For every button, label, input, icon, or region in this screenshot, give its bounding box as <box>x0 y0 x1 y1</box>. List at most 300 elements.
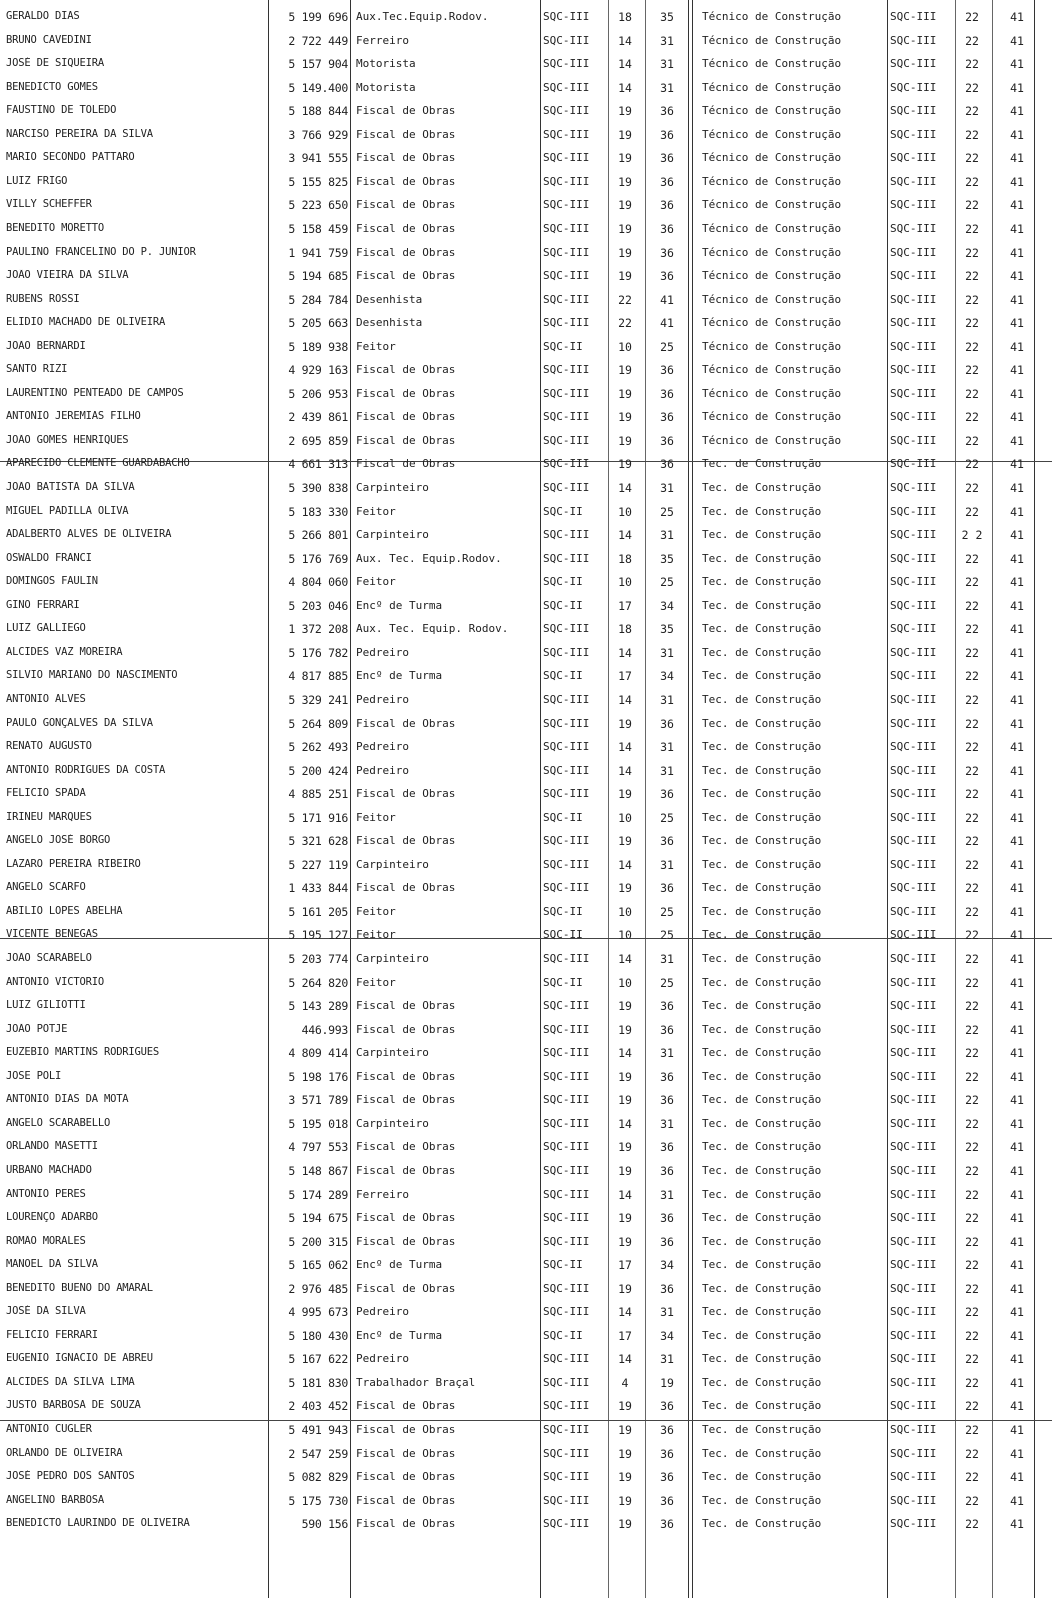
new-grade: 22 <box>965 645 979 660</box>
register-number: 5 199 696 <box>288 10 348 24</box>
employee-name: ANTONIO JEREMIAS FILHO <box>6 410 141 423</box>
employee-name: JOÃO VIEIRA DA SILVA <box>6 269 129 282</box>
current-grade: 19 <box>618 1163 632 1178</box>
new-position: Técnico de Construção <box>702 363 842 377</box>
register-number: 5 206 953 <box>288 386 348 401</box>
current-position: Fiscal de Obras <box>356 999 456 1013</box>
table-row <box>0 901 1052 925</box>
current-grade: 19 <box>618 716 632 731</box>
new-position: Tec. de Construção <box>702 1093 822 1107</box>
employee-name: APARECIDO CLEMENTE GUARDABACHO <box>6 457 190 470</box>
table-row <box>0 689 1052 713</box>
current-position: Fiscal de Obras <box>356 151 456 165</box>
employee-name: ALCIDES DA SILVA LIMA <box>6 1375 135 1388</box>
current-class: SQC-III <box>543 1352 590 1366</box>
new-position: Técnico de Construção <box>702 174 842 188</box>
new-level: 41 <box>1010 1423 1024 1437</box>
register-number: 5 200 424 <box>288 763 348 778</box>
new-class: SQC-III <box>890 174 937 188</box>
new-grade: 22 <box>965 975 979 990</box>
current-grade: 19 <box>618 1093 632 1108</box>
current-class: SQC-III <box>543 1234 590 1248</box>
current-grade: 19 <box>618 269 632 284</box>
current-position: Encº de Turma <box>356 669 443 683</box>
current-class: SQC-III <box>543 57 590 71</box>
new-class: SQC-III <box>890 716 937 730</box>
employee-name: JOSÉ PEDRO DOS SANTOS <box>6 1470 135 1483</box>
employee-name: ANTONIO DIAS DA MOTA <box>6 1093 129 1106</box>
current-position: Pedreiro <box>356 645 409 659</box>
register-number: 4 809 414 <box>288 1046 348 1061</box>
current-level: 35 <box>660 10 674 24</box>
new-class: SQC-III <box>890 151 937 165</box>
register-number: 4 995 673 <box>288 1305 348 1320</box>
new-class: SQC-III <box>890 1446 937 1460</box>
table-row <box>0 1207 1052 1231</box>
new-grade: 22 <box>965 834 979 849</box>
current-position: Fiscal de Obras <box>356 1140 456 1154</box>
current-class: SQC-III <box>543 881 590 895</box>
new-class: SQC-III <box>890 33 937 47</box>
new-level: 41 <box>1010 57 1024 72</box>
employee-name: ALCIDES VAZ MOREIRA <box>6 645 123 658</box>
current-grade: 14 <box>618 645 632 660</box>
new-position: Tec. de Construção <box>702 834 822 848</box>
table-row <box>0 1184 1052 1208</box>
current-grade: 14 <box>618 740 632 755</box>
employee-name: JOSÉ DA SILVA <box>6 1305 86 1318</box>
new-class: SQC-III <box>890 457 937 471</box>
new-class: SQC-III <box>890 363 937 377</box>
current-grade: 14 <box>618 1187 632 1202</box>
current-class: SQC-II <box>543 669 583 683</box>
current-position: Carpinteiro <box>356 1046 429 1060</box>
register-number: 5 262 493 <box>288 740 348 755</box>
new-level: 41 <box>1010 1211 1024 1226</box>
register-number: 4 661 313 <box>288 457 348 472</box>
new-level: 41 <box>1010 810 1024 825</box>
new-level: 41 <box>1010 221 1024 236</box>
new-position: Tec. de Construção <box>702 763 822 777</box>
employee-name: BENEDITO MORETTO <box>6 221 104 234</box>
new-grade: 22 <box>965 1399 979 1414</box>
new-class: SQC-III <box>890 1116 937 1130</box>
register-number: 1 372 208 <box>288 622 348 637</box>
new-class: SQC-III <box>890 928 937 942</box>
current-level: 36 <box>660 1022 674 1037</box>
current-position: Fiscal de Obras <box>356 1234 456 1248</box>
table-row <box>0 807 1052 831</box>
current-class: SQC-III <box>543 457 590 471</box>
new-class: SQC-III <box>890 740 937 754</box>
current-class: SQC-II <box>543 1258 583 1272</box>
current-position: Fiscal de Obras <box>356 881 456 895</box>
current-class: SQC-III <box>543 787 590 801</box>
current-position: Aux. Tec. Equip. Rodov. <box>356 622 509 636</box>
new-position: Técnico de Construção <box>702 410 842 424</box>
current-grade: 19 <box>618 1446 632 1461</box>
new-level: 41 <box>1010 1022 1024 1037</box>
current-class: SQC-III <box>543 952 590 965</box>
current-grade: 19 <box>618 881 632 896</box>
current-level: 36 <box>660 1069 674 1084</box>
table-row <box>0 124 1052 148</box>
current-class: SQC-III <box>543 481 590 494</box>
new-level: 41 <box>1010 1352 1024 1367</box>
new-class: SQC-III <box>890 1375 937 1389</box>
current-class: SQC-III <box>543 999 590 1013</box>
current-position: Fiscal de Obras <box>356 410 456 424</box>
register-number: 5 321 628 <box>288 834 348 849</box>
current-position: Fiscal de Obras <box>356 834 456 848</box>
new-class: SQC-III <box>890 1069 937 1083</box>
employee-name: DOMINGOS FAULIN <box>6 575 98 588</box>
current-class: SQC-III <box>543 174 590 188</box>
new-class: SQC-III <box>890 975 937 989</box>
current-class: SQC-III <box>543 692 590 706</box>
new-class: SQC-III <box>890 1258 937 1272</box>
new-class: SQC-III <box>890 1211 937 1225</box>
new-class: SQC-III <box>890 504 937 518</box>
new-position: Técnico de Construção <box>702 80 842 94</box>
current-class: SQC-III <box>543 1375 590 1389</box>
current-grade: 17 <box>618 1258 632 1273</box>
current-position: Fiscal de Obras <box>356 245 456 259</box>
new-level: 41 <box>1010 174 1024 189</box>
new-position: Técnico de Construção <box>702 57 842 71</box>
current-class: SQC-III <box>543 245 590 259</box>
new-class: SQC-III <box>890 1187 937 1201</box>
register-number: 5 188 844 <box>288 104 348 119</box>
new-grade: 22 <box>965 1093 979 1108</box>
current-class: SQC-III <box>543 1470 590 1484</box>
current-level: 31 <box>660 80 674 95</box>
current-position: Encº de Turma <box>356 1258 443 1272</box>
new-grade: 22 <box>965 151 979 166</box>
table-row <box>0 501 1052 525</box>
employee-name: BENEDITO BUENO DO AMARAL <box>6 1281 153 1294</box>
new-position: Técnico de Construção <box>702 245 842 259</box>
current-class: SQC-III <box>543 127 590 141</box>
current-position: Fiscal de Obras <box>356 127 456 141</box>
new-grade: 22 <box>965 1375 979 1390</box>
new-class: SQC-III <box>890 528 937 542</box>
table-row <box>0 171 1052 195</box>
current-class: SQC-III <box>543 622 590 636</box>
new-position: Técnico de Construção <box>702 33 842 47</box>
employee-name: FAUSTINO DE TOLEDO <box>6 104 117 117</box>
table-row <box>0 1443 1052 1467</box>
current-grade: 10 <box>618 339 632 354</box>
register-number: 5 198 176 <box>288 1069 348 1084</box>
new-grade: 22 <box>965 504 979 519</box>
new-class: SQC-III <box>890 598 937 612</box>
table-row <box>0 383 1052 407</box>
current-class: SQC-III <box>543 716 590 730</box>
new-class: SQC-III <box>890 10 937 23</box>
register-number: 5 266 801 <box>288 528 348 543</box>
employee-name: ABILIO LOPES ABELHA <box>6 904 123 917</box>
new-level: 41 <box>1010 245 1024 260</box>
new-grade: 22 <box>965 481 979 495</box>
new-level: 41 <box>1010 1375 1024 1390</box>
current-grade: 10 <box>618 928 632 943</box>
new-grade: 22 <box>965 221 979 236</box>
new-grade: 22 <box>965 104 979 119</box>
current-level: 25 <box>660 810 674 825</box>
current-level: 36 <box>660 1493 674 1508</box>
current-position: Fiscal de Obras <box>356 1022 456 1036</box>
new-level: 41 <box>1010 1517 1024 1532</box>
new-position: Tec. de Construção <box>702 457 822 471</box>
current-position: Encº de Turma <box>356 598 443 612</box>
new-class: SQC-III <box>890 1352 937 1366</box>
current-grade: 19 <box>618 1493 632 1508</box>
new-level: 41 <box>1010 1140 1024 1155</box>
new-class: SQC-III <box>890 127 937 141</box>
new-grade: 22 <box>965 316 979 331</box>
register-number: 5 158 459 <box>288 221 348 236</box>
current-grade: 14 <box>618 1116 632 1131</box>
current-level: 36 <box>660 245 674 260</box>
new-class: SQC-III <box>890 669 937 683</box>
new-level: 41 <box>1010 433 1024 448</box>
employee-name: MANOEL DA SILVA <box>6 1258 98 1271</box>
register-number: 5 176 769 <box>288 551 348 566</box>
new-position: Tec. de Construção <box>702 1140 822 1154</box>
employee-name: JOÃO SCARABELO <box>6 952 92 964</box>
current-level: 36 <box>660 151 674 166</box>
new-class: SQC-III <box>890 481 937 494</box>
table-row <box>0 783 1052 807</box>
employee-name: EUGENIO IGNACIO DE ABREU <box>6 1352 153 1365</box>
new-position: Tec. de Construção <box>702 1470 822 1484</box>
new-position: Tec. de Construção <box>702 716 822 730</box>
new-level: 41 <box>1010 928 1024 943</box>
employee-name: LUIZ FRIGO <box>6 174 68 187</box>
new-position: Tec. de Construção <box>702 1399 822 1413</box>
current-position: Feitor <box>356 810 396 824</box>
new-position: Tec. de Construção <box>702 481 822 494</box>
table-row <box>0 1113 1052 1137</box>
employee-name: MARIO SECONDO PATTARO <box>6 151 135 164</box>
employee-name: ELIDIO MACHADO DE OLIVEIRA <box>6 316 166 329</box>
current-class: SQC-III <box>543 1140 590 1154</box>
current-position: Motorista <box>356 57 416 71</box>
new-class: SQC-III <box>890 810 937 824</box>
current-level: 36 <box>660 1234 674 1249</box>
table-row <box>0 548 1052 572</box>
current-position: Desenhista <box>356 316 423 330</box>
employee-name: IRINEU MARQUES <box>6 810 92 823</box>
table-row <box>0 1325 1052 1349</box>
new-grade: 22 <box>965 1116 979 1131</box>
current-class: SQC-III <box>543 1211 590 1225</box>
current-grade: 4 <box>621 1375 629 1390</box>
current-class: SQC-III <box>543 857 590 871</box>
current-class: SQC-III <box>543 1046 590 1060</box>
current-class: SQC-III <box>543 1305 590 1319</box>
current-grade: 18 <box>618 551 632 566</box>
register-number: 5 390 838 <box>288 481 348 495</box>
new-position: Tec. de Construção <box>702 881 822 895</box>
table-row <box>0 1066 1052 1090</box>
new-grade: 22 <box>965 174 979 189</box>
current-position: Fiscal de Obras <box>356 221 456 235</box>
employee-name: FELICIO FERRARI <box>6 1328 98 1341</box>
current-level: 36 <box>660 363 674 378</box>
new-grade: 22 <box>965 952 979 966</box>
new-position: Tec. de Construção <box>702 622 822 636</box>
table-row <box>0 477 1052 501</box>
employee-name: ANTONIO RODRIGUES DA COSTA <box>6 763 166 776</box>
table-row <box>0 1372 1052 1396</box>
current-class: SQC-III <box>543 433 590 447</box>
new-class: SQC-III <box>890 1022 937 1036</box>
current-class: SQC-II <box>543 928 583 942</box>
table-row <box>0 1301 1052 1325</box>
current-level: 36 <box>660 834 674 849</box>
new-grade: 22 <box>965 787 979 802</box>
new-level: 41 <box>1010 669 1024 684</box>
register-number: 5 194 675 <box>288 1211 348 1226</box>
register-number: 5 082 829 <box>288 1470 348 1485</box>
register-number: 5 161 205 <box>288 904 348 919</box>
current-grade: 19 <box>618 433 632 448</box>
new-position: Tec. de Construção <box>702 1423 822 1436</box>
new-grade: 22 <box>965 80 979 95</box>
new-grade: 22 <box>965 904 979 919</box>
employee-name: LAZARO PEREIRA RIBEIRO <box>6 857 141 870</box>
current-class: SQC-III <box>543 551 590 565</box>
employee-name: OSWALDO FRANCI <box>6 551 92 564</box>
current-grade: 10 <box>618 810 632 825</box>
new-grade: 22 <box>965 575 979 590</box>
new-grade: 22 <box>965 1163 979 1178</box>
employee-name: GERALDO DIAS <box>6 10 80 22</box>
table-row <box>0 1278 1052 1302</box>
current-position: Fiscal de Obras <box>356 1423 456 1436</box>
new-class: SQC-III <box>890 410 937 424</box>
current-position: Fiscal de Obras <box>356 1211 456 1225</box>
new-position: Tec. de Construção <box>702 952 822 965</box>
register-number: 5 174 289 <box>288 1187 348 1202</box>
current-level: 41 <box>660 292 674 307</box>
current-position: Fiscal de Obras <box>356 716 456 730</box>
new-class: SQC-III <box>890 339 937 353</box>
new-class: SQC-III <box>890 1493 937 1507</box>
current-level: 34 <box>660 598 674 613</box>
new-level: 41 <box>1010 363 1024 378</box>
new-level: 41 <box>1010 1328 1024 1343</box>
register-number: 5 167 622 <box>288 1352 348 1367</box>
current-grade: 22 <box>618 292 632 307</box>
table-row <box>0 430 1052 454</box>
new-level: 41 <box>1010 1258 1024 1273</box>
register-number: 590 156 <box>301 1517 348 1532</box>
new-grade: 22 <box>965 339 979 354</box>
current-grade: 14 <box>618 33 632 48</box>
current-class: SQC-III <box>543 763 590 777</box>
new-class: SQC-III <box>890 316 937 330</box>
new-position: Tec. de Construção <box>702 904 822 918</box>
table-row <box>0 194 1052 218</box>
current-grade: 14 <box>618 1305 632 1320</box>
current-grade: 17 <box>618 1328 632 1343</box>
new-level: 41 <box>1010 1093 1024 1108</box>
employee-name: JOÃO BATISTA DA SILVA <box>6 481 135 493</box>
new-class: SQC-III <box>890 80 937 94</box>
current-grade: 10 <box>618 904 632 919</box>
new-class: SQC-III <box>890 1163 937 1177</box>
current-level: 36 <box>660 1211 674 1226</box>
register-number: 5 329 241 <box>288 692 348 707</box>
new-position: Tec. de Construção <box>702 528 822 542</box>
new-grade: 22 <box>965 269 979 284</box>
table-row <box>0 571 1052 595</box>
register-number: 2 403 452 <box>288 1399 348 1414</box>
new-grade: 22 <box>965 292 979 307</box>
new-level: 41 <box>1010 622 1024 637</box>
new-grade: 22 <box>965 1046 979 1061</box>
current-class: SQC-II <box>543 575 583 589</box>
new-level: 41 <box>1010 292 1024 307</box>
new-grade: 22 <box>965 1352 979 1367</box>
current-class: SQC-III <box>543 221 590 235</box>
new-class: SQC-III <box>890 763 937 777</box>
current-level: 31 <box>660 857 674 872</box>
register-number: 5 264 820 <box>288 975 348 990</box>
current-position: Fiscal de Obras <box>356 104 456 118</box>
current-grade: 19 <box>618 1423 632 1437</box>
register-number: 2 547 259 <box>288 1446 348 1461</box>
current-class: SQC-III <box>543 1163 590 1177</box>
register-number: 5 223 650 <box>288 198 348 213</box>
new-class: SQC-III <box>890 881 937 895</box>
table-row <box>0 1160 1052 1184</box>
current-level: 35 <box>660 551 674 566</box>
new-position: Tec. de Construção <box>702 1375 822 1389</box>
table-row <box>0 100 1052 124</box>
employee-name: ANTONIO PERES <box>6 1187 86 1200</box>
employee-name: ORLANDO DE OLIVEIRA <box>6 1446 123 1459</box>
register-number: 5 175 730 <box>288 1493 348 1508</box>
current-level: 31 <box>660 57 674 72</box>
new-level: 41 <box>1010 104 1024 119</box>
new-position: Tec. de Construção <box>702 1234 822 1248</box>
current-level: 35 <box>660 622 674 637</box>
current-position: Aux. Tec. Equip.Rodov. <box>356 551 502 565</box>
employee-name: LUIZ GILIOTTI <box>6 999 86 1012</box>
current-level: 25 <box>660 904 674 919</box>
current-level: 34 <box>660 1258 674 1273</box>
employee-name: LOURENÇO ADARBO <box>6 1211 98 1224</box>
new-class: SQC-III <box>890 245 937 259</box>
new-grade: 22 <box>965 692 979 707</box>
current-position: Fiscal de Obras <box>356 269 456 283</box>
current-grade: 19 <box>618 1234 632 1249</box>
current-level: 36 <box>660 127 674 142</box>
current-class: SQC-III <box>543 834 590 848</box>
current-position: Pedreiro <box>356 1305 409 1319</box>
current-level: 31 <box>660 1046 674 1061</box>
table-row <box>0 77 1052 101</box>
table-row <box>0 1348 1052 1372</box>
current-level: 41 <box>660 316 674 331</box>
current-grade: 19 <box>618 834 632 849</box>
table-row <box>0 1513 1052 1537</box>
new-position: Técnico de Construção <box>702 339 842 353</box>
